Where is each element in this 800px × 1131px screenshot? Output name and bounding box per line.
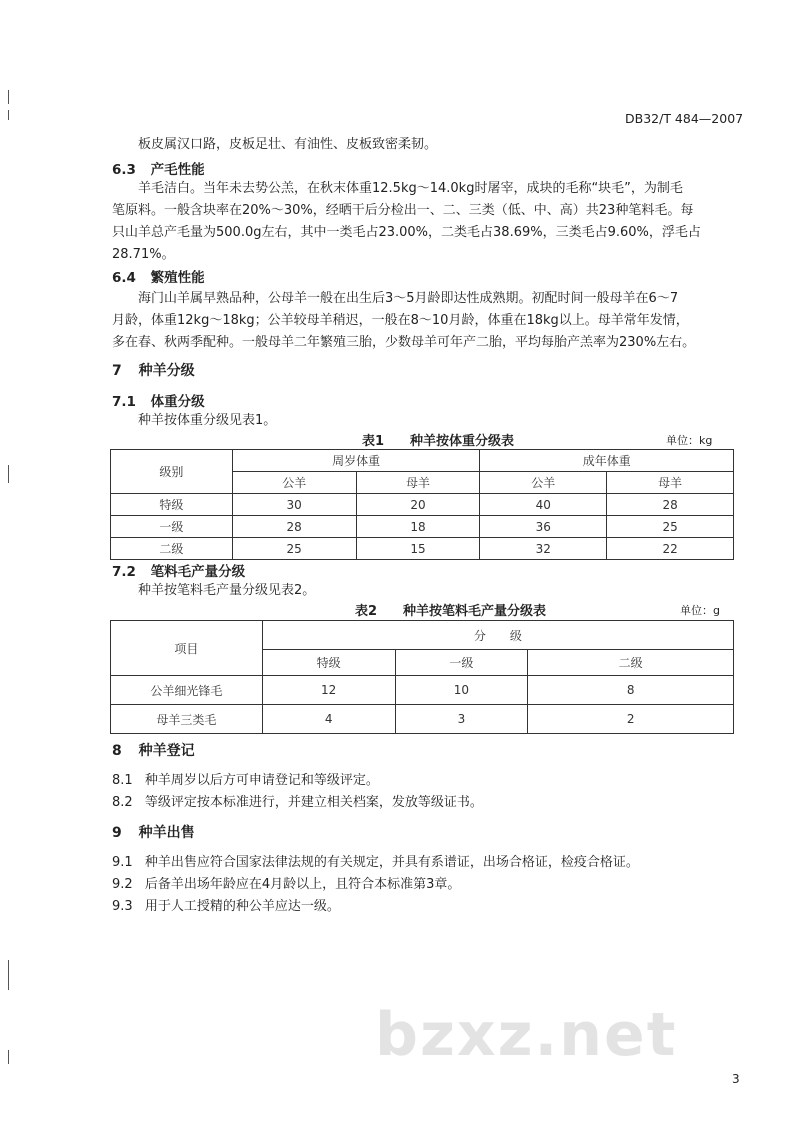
table1-cell: 30: [232, 494, 356, 516]
s9-item-3: [112, 896, 340, 918]
margin-mark: [8, 90, 9, 104]
section-9-heading: [112, 822, 195, 842]
table2-item-cell: 公羊细光锋毛: [111, 676, 263, 705]
table2-subheader: 一级: [395, 650, 528, 676]
item-number: 8.2: [112, 795, 133, 810]
table1-cell: 28: [607, 494, 734, 516]
table1-grade-cell: 特级: [111, 494, 233, 516]
table-row: [111, 676, 734, 705]
table1-grade-cell: 一级: [111, 516, 233, 538]
table1-grade-cell: 二级: [111, 538, 233, 560]
item-text: 用于人工授精的种公羊应达一级。: [144, 899, 340, 914]
section-title: 体重分级: [150, 394, 205, 410]
s6-3-line-2: 笔原料。一般含块率在20%～30%，经晒干后分检出一、二、三类（低、中、高）共23种笔料毛。每: [112, 203, 694, 218]
watermark: bzxz.net: [375, 1000, 678, 1070]
table2-caption: 表2 种羊按笔料毛产量分级表: [355, 604, 547, 619]
section-number: 7: [112, 363, 122, 379]
table2-cell: 8: [528, 676, 734, 705]
item-text: 后备羊出场年龄应在4月龄以上，且符合本标准第3章。: [144, 877, 461, 892]
item-text: 种羊周岁以后方可申请登记和等级评定。: [144, 773, 379, 788]
table2: [110, 620, 734, 734]
section-title: 种羊出售: [138, 825, 195, 841]
section-number: 6.3: [112, 162, 136, 178]
item-text: 等级评定按本标准进行，并建立相关档案，发放等级证书。: [144, 795, 483, 810]
table1-cell: 40: [480, 494, 607, 516]
s6-4-line-1: 海门山羊属早熟品种，公母羊一般在出生后3～5月龄即达性成熟期。初配时间一般母羊在6～7: [138, 291, 679, 306]
table1-cell: 32: [480, 538, 607, 560]
page-number: 3: [732, 1072, 740, 1086]
section-title: 种羊分级: [138, 363, 195, 379]
table1-header-group1: 周岁体重: [232, 450, 480, 472]
table2-subheader: 二级: [528, 650, 734, 676]
table2-item-cell: 母羊三类毛: [111, 705, 263, 734]
table1-cell: 25: [232, 538, 356, 560]
s8-item-1: [112, 770, 379, 792]
table1-cell: 22: [607, 538, 734, 560]
section-number: 7.1: [112, 394, 136, 410]
table2-header-group: 分 级: [262, 621, 733, 650]
s9-item-1: [112, 852, 639, 874]
section-8-heading: [112, 740, 195, 760]
section-6-4-heading: [112, 266, 205, 286]
table2-cell: 3: [395, 705, 528, 734]
table1-header-grade: 级别: [111, 450, 233, 494]
margin-mark: [8, 960, 9, 990]
table1-unit: 单位：kg: [666, 434, 713, 447]
table1-header-group2: 成年体重: [480, 450, 734, 472]
section-number: 8: [112, 743, 122, 759]
item-text: 种羊出售应符合国家法律法规的有关规定，并具有系谱证，出场合格证，检疫合格证。: [144, 855, 639, 870]
table-row: [111, 494, 734, 516]
section-7-heading: [112, 360, 195, 380]
section-title: 种羊登记: [138, 743, 195, 759]
table1-subheader: 公羊: [480, 472, 607, 494]
s8-item-2: [112, 792, 483, 814]
s7-2-text: 种羊按笔料毛产量分级见表2。: [138, 583, 316, 598]
item-number: 9.1: [112, 855, 133, 870]
item-number: 9.3: [112, 899, 133, 914]
s6-3-line-3: 只山羊总产毛量为500.0g左右，其中一类毛占23.00%，二类毛占38.69%，三类毛占9.60%，浮毛占: [112, 225, 701, 240]
table-row: [111, 705, 734, 734]
section-number: 6.4: [112, 270, 136, 286]
section-number: 7.2: [112, 564, 136, 580]
table2-cell: 12: [262, 676, 395, 705]
section-7-2-heading: [112, 560, 245, 580]
table2-subheader: 特级: [262, 650, 395, 676]
doc-code: DB32/T 484—2007: [625, 111, 744, 126]
s6-4-line-3: 多在春、秋两季配种。一般母羊二年繁殖三胎，少数母羊可年产二胎，平均每胎产羔率为230%左右。: [112, 335, 696, 350]
table1: [110, 449, 734, 560]
s6-3-line-1: 羊毛洁白。当年未去势公羔，在秋末体重12.5kg～14.0kg时屠宰，成块的毛称“块毛”，为制毛: [138, 181, 683, 196]
table-row: [111, 516, 734, 538]
margin-mark: [8, 1050, 9, 1064]
table1-caption: 表1 种羊按体重分级表: [362, 434, 515, 449]
table1-cell: 20: [356, 494, 480, 516]
table1-cell: 15: [356, 538, 480, 560]
table1-cell: 18: [356, 516, 480, 538]
margin-mark: [8, 110, 9, 120]
item-number: 9.2: [112, 877, 133, 892]
section-7-1-heading: [112, 390, 205, 410]
table1-cell: 25: [607, 516, 734, 538]
table2-cell: 10: [395, 676, 528, 705]
table1-cell: 36: [480, 516, 607, 538]
section-title: 笔料毛产量分级: [150, 564, 246, 580]
table1-subheader: 母羊: [356, 472, 480, 494]
section-title: 产毛性能: [150, 162, 205, 178]
section-6-3-heading: [112, 158, 205, 178]
s6-3-line-4: 28.71%。: [112, 247, 175, 262]
s9-item-2: [112, 874, 460, 896]
table-row: [111, 538, 734, 560]
paragraph-continued: 板皮属汉口路，皮板足壮、有油性、皮板致密柔韧。: [138, 137, 438, 152]
s7-1-text: 种羊按体重分级见表1。: [138, 413, 277, 428]
table2-cell: 4: [262, 705, 395, 734]
item-number: 8.1: [112, 773, 133, 788]
section-number: 9: [112, 825, 122, 841]
table2-unit: 单位：g: [680, 604, 720, 617]
table1-subheader: 母羊: [607, 472, 734, 494]
section-title: 繁殖性能: [150, 270, 205, 286]
table2-header-item: 项目: [111, 621, 263, 676]
s6-4-line-2: 月龄，体重12kg～18kg；公羊较母羊稍迟，一般在8～10月龄，体重在18kg以上。母羊常年发情，: [112, 313, 689, 328]
margin-mark: [8, 465, 9, 483]
table1-cell: 28: [232, 516, 356, 538]
table1-subheader: 公羊: [232, 472, 356, 494]
table2-cell: 2: [528, 705, 734, 734]
